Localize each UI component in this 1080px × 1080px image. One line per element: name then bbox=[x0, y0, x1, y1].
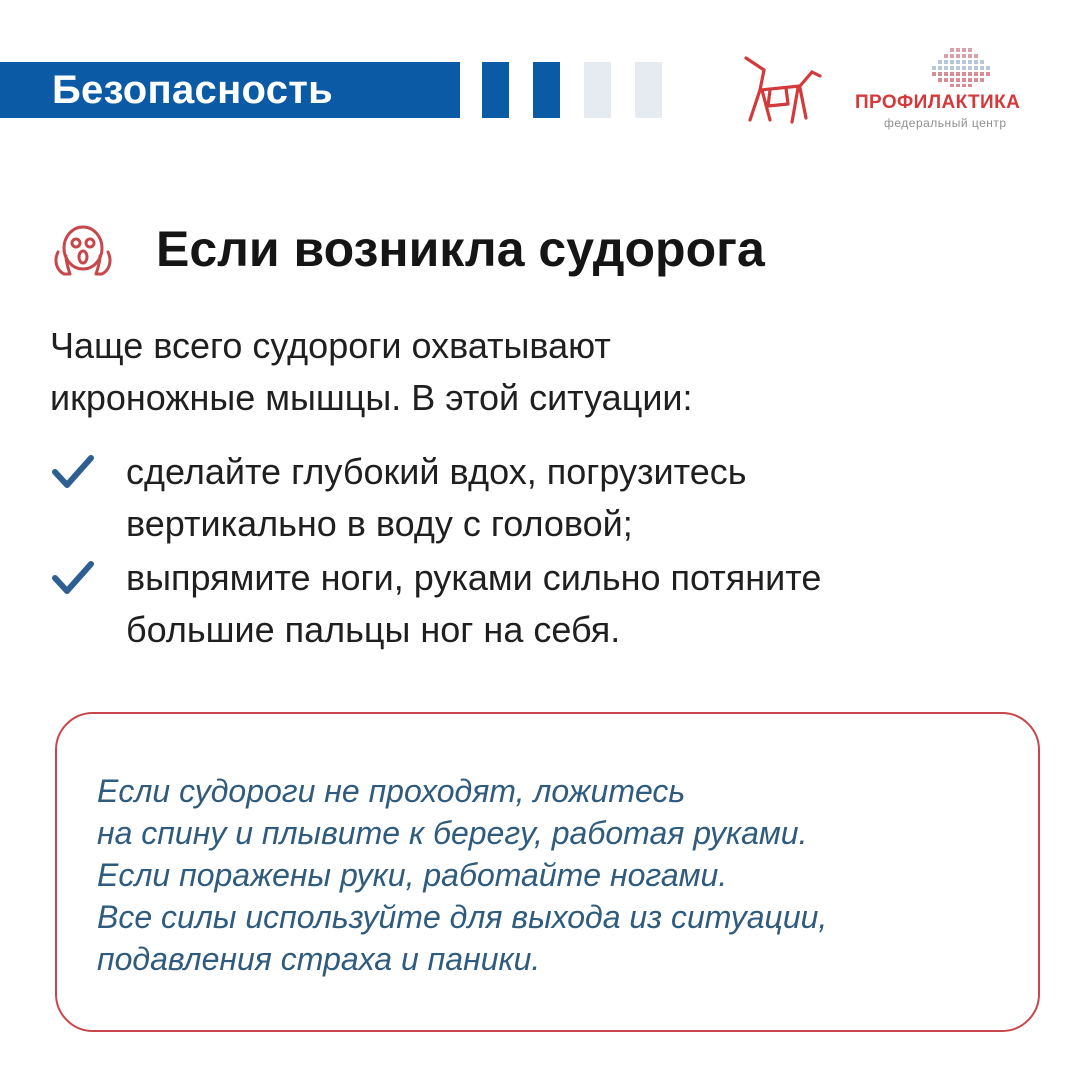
logo-subtitle: федеральный центр bbox=[884, 116, 1007, 130]
banner-stripe bbox=[482, 62, 509, 118]
note-line: подавления страха и паники. bbox=[97, 941, 541, 977]
checklist-line: выпрямите ноги, руками сильно потяните bbox=[126, 557, 822, 598]
note-line: Если судороги не проходят, ложитесь bbox=[97, 773, 686, 809]
intro-line: икроножные мышцы. В этой ситуации: bbox=[50, 377, 693, 418]
note-box bbox=[55, 712, 1040, 1032]
section-title: Безопасность bbox=[52, 68, 334, 112]
checklist-line: большие пальцы ног на себя. bbox=[126, 609, 621, 650]
checkmark-icon bbox=[50, 558, 96, 598]
logo-name: ПРОФИЛАКТИКА bbox=[855, 92, 1021, 113]
banner-stripe bbox=[584, 62, 611, 118]
checklist-line: вертикально в воду с головой; bbox=[126, 503, 633, 544]
checklist-item-text bbox=[126, 446, 747, 550]
section-banner bbox=[0, 62, 460, 118]
checklist-item-text bbox=[126, 552, 821, 656]
note-line: Все силы используйте для выхода из ситуации, bbox=[97, 899, 828, 935]
note-line: Если поражены руки, работайте ногами. bbox=[97, 857, 728, 893]
intro-line: Чаще всего судороги охватывают bbox=[50, 325, 611, 366]
note-line: на спину и плывите к берегу, работая руками. bbox=[97, 815, 808, 851]
checkmark-icon bbox=[50, 452, 96, 492]
scream-face-icon bbox=[50, 222, 116, 278]
logo-grid-icon bbox=[930, 48, 992, 88]
page-title: Если возникла судорога bbox=[156, 221, 765, 277]
note-text bbox=[97, 770, 827, 980]
logo-figure-icon bbox=[740, 50, 824, 128]
checklist-line: сделайте глубокий вдох, погрузитесь bbox=[126, 451, 747, 492]
banner-stripe bbox=[635, 62, 662, 118]
banner-stripe bbox=[533, 62, 560, 118]
intro-paragraph bbox=[50, 320, 1040, 424]
